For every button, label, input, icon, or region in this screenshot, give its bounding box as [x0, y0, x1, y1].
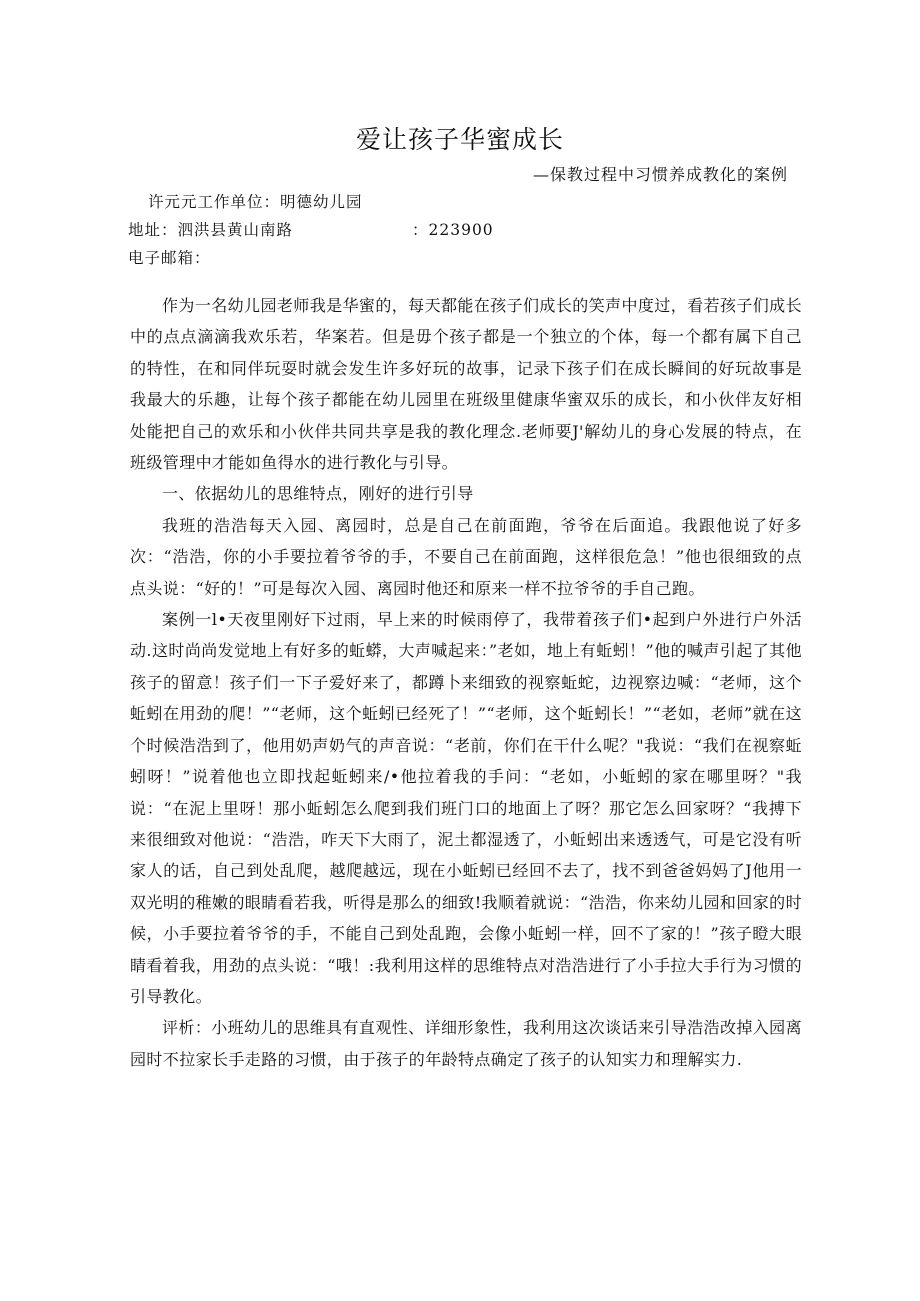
- document-title: 爱让孩子华蜜成长: [355, 125, 564, 154]
- body-paragraph: 我班的浩浩每天入园、离园时，总是自己在前面跑，爷爷在后面追。我跟他说了好多次：“浩浩，你的小手要拉着爷爷的手，不要自己在前面跑，这样很危急！”他也很细致的点点头说：“好的！”可是每次入园、离园时他还和原来一样不拉爷爷的手自己跑。: [130, 515, 802, 598]
- intro-paragraph: 作为一名幼儿园老师我是华蜜的，每天都能在孩子们成长的笑声中度过，看若孩子们成长中的点点滴滴我欢乐若，华案若。但是毋个孩子都是一个独立的个体，每一个都有属下自己的特性，在和同伴玩耍时就会发生许多好玩的故事，记录下孩子们在成长瞬间的好玩故事是我最大的乐趣，让每个孩子都能在幼儿园里在班级里健康华蜜双乐的成长，和小伙伴友好相处能把自己的欢乐和小伙伴共同共享是我的教化理念.老师要J'解幼儿的身心发展的特点，在班级管理中才能如鱼得水的进行教化与引导。: [130, 296, 802, 473]
- postcode-line: ：223900: [412, 221, 494, 239]
- document-subtitle: —保教过程中习惯养成教化的案例: [532, 165, 788, 184]
- section-heading: 一、依据幼儿的思维特点，刚好的进行引导: [162, 484, 474, 504]
- analysis-paragraph: 评析：小班幼儿的思维具有直观性、详细形象性，我利用这次谈话来引导浩浩改掉入园离园时不拉家长手走路的习惯，由于孩子的年龄特点确定了孩子的认知实力和理解实力.: [130, 1018, 802, 1069]
- email-line: 电子邮箱：: [128, 249, 211, 267]
- author-line: 许元元工作单位：明德幼儿园: [148, 193, 363, 211]
- document-body: [130, 290, 802, 1075]
- case-paragraph: 案例一l•天夜里刚好下过雨，早上来的时候雨停了，我带着孩子们•起到户外进行户外活动.这时尚尚发觉地上有好多的蚯蟒，大声喊起来：”老如，地上有蚯蚓！”他的喊声引起了其他孩子的留意！孩子们一下子爱好来了，都蹲卜来细致的视察蚯蛇，边视察边喊：“老师，这个蚯蚓在用劲的爬！”“老师，这个蚯蚓已经死了！”“老师，这个蚯蚓长！”“老如，老师”就在这个时候浩浩到了，他用奶声奶气的声音说：“老前，你们在干什么呢？"我说：“我们在视察蚯蚓呀！”说着他也立即找起蚯蚓来/•他拉着我的手问：“老如，小蚯蚓的家在哪里呀？"我说：“在泥上里呀！那小蚯蚓怎么爬到我们班门口的地面上了呀？那它怎么回家呀？“我搏下来很细致对他说：“浩浩，咋天下大雨了，泥土都湿透了，小蚯蚓出来透透气，可是它没有听家人的话，自己到处乱爬，越爬越远，现在小蚯蚓已经回不去了，找不到爸爸妈妈了J他用一双光明的稚嫩的眼睛看若我，听得是那么的细致!我顺着就说：“浩浩，你来幼儿园和回家的时候，小手要拉着爷爷的手，不能自己到处乱跑，会像小蚯蚓一样，回不了家的！”孩子瞪大眼睛看着我，用劲的点头说：“哦！:我利用这样的思维特点对浩浩进行了小手拉大手行为习惯的引导教化。: [130, 610, 802, 1006]
- address-line: 地址：泗洪县黄山南路: [128, 221, 294, 239]
